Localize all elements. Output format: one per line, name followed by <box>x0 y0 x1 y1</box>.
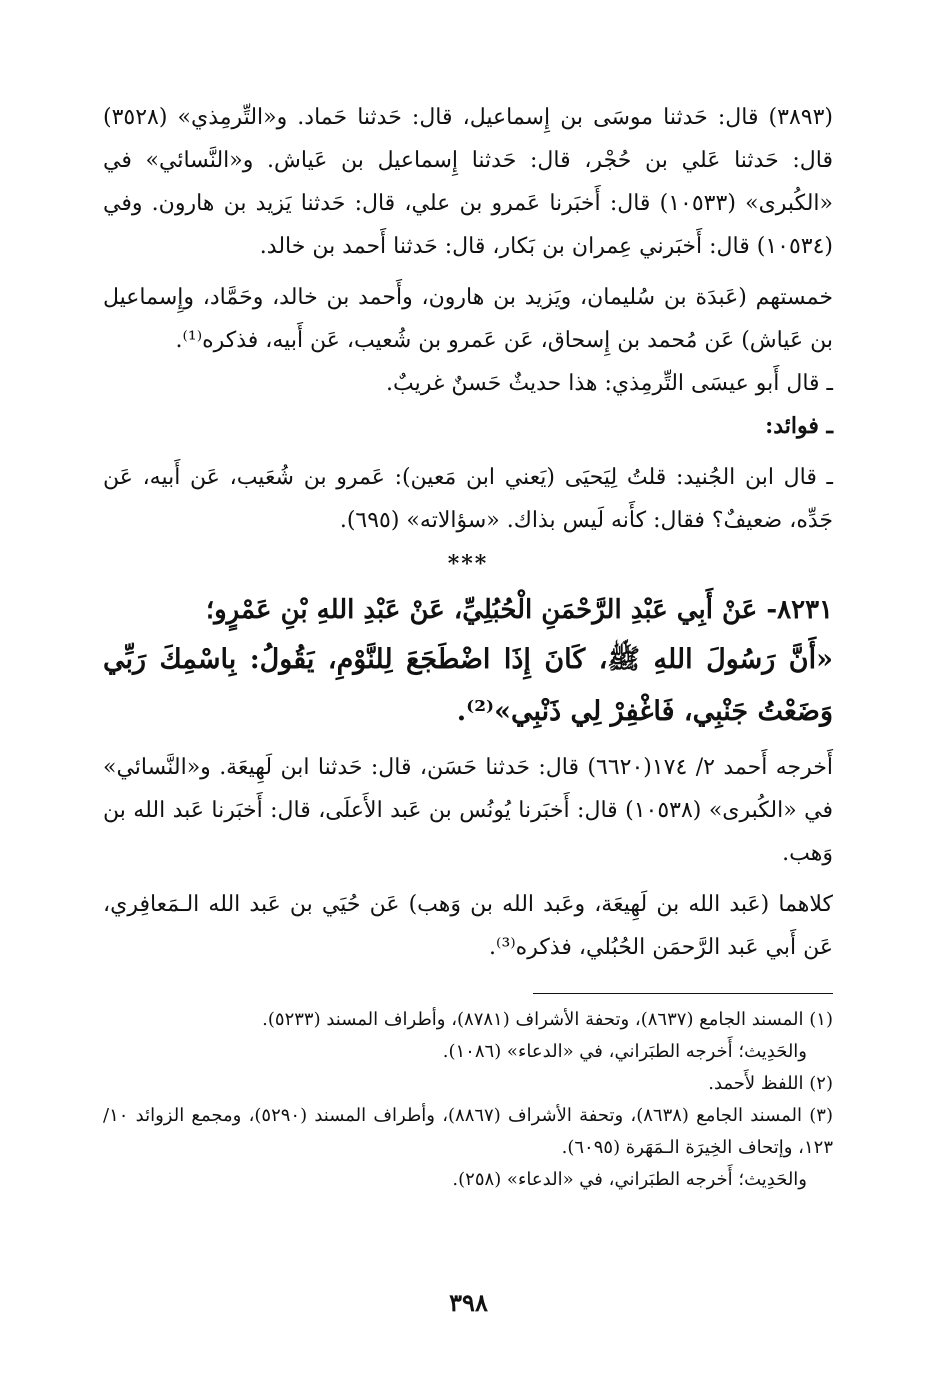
footnote-3-continuation: والحَدِيث؛ أَخرجه الطبَراني، في «الدعاء» (٢٥٨). <box>452 1169 807 1190</box>
paragraph-takhrij-1: أَخرجه أَحمد ٢/ ١٧٤(٦٦٢٠) قال: حَدثنا حَسَن، قال: حَدثنا ابن لَهِيعَة. و«النَّسائي» في «الكُبرى» (١٠٥٣٨) قال: أَخبَرنا يُونُس بن عَبد الأَعلَى، قال: أَخبَرنا عَبد الله بن وَهب. <box>103 755 833 866</box>
hadith-heading: ٨٢٣١- عَنْ أَبِي عَبْدِ الرَّحْمَنِ الْحُبُلِيِّ، عَنْ عَبْدِ اللهِ بْنِ عَمْرٍو؛ <box>205 595 833 625</box>
spacer <box>103 738 833 746</box>
paragraph-takhrij-2: كلاهما (عَبد الله بن لَهِيعَة، وعَبد الله بن وَهب) عَن حُيَي بن عَبد الله الـمَعافِري، عَن أَبي عَبد الرَّحمَن الحُبُلي، فذكره⁽³⁾. <box>103 892 833 960</box>
footnote-3: (٣) المسند الجامع (٨٦٣٨)، وتحفة الأشراف (٨٨٦٧)، وأطراف المسند (٥٢٩٠)، ومجمع الزوائد ١٠/ ١٢٣، وإتحاف الخِيرَة الـمَهَرة (٦٠٩٥). <box>103 1105 833 1158</box>
section-separator-stars: *** <box>447 551 489 577</box>
paragraph-fawaid: ـ قال ابن الجُنيد: قلتُ لِيَحيَى (يَعني ابن مَعين): عَمرو بن شُعَيب، عَن أَبيه، عَن جَدِّه، ضعيفٌ؟ فقال: كأَنه لَيس بذاك. «سؤالاته» (٦٩٥). <box>103 465 833 533</box>
paragraph-isnad-1: (٣٨٩٣) قال: حَدثنا موسَى بن إِسماعيل، قال: حَدثنا حَماد. و«التِّرمِذي» (٣٥٢٨) قال: حَدثنا عَلي بن حُجْر، قال: حَدثنا إِسماعيل بن عَياش. و«النَّسائي» في «الكُبرى» (١٠٥٣٣) قال: أَخبَرنا عَمرو بن علي، قال: حَدثنا يَزيد بن هارون. وفي (١٠٥٣٤) قال: أَخبَرني عِمران بن بَكار، قال: حَدثنا أَحمد بن خالد. <box>103 105 833 259</box>
hadith-text: «أَنَّ رَسُولَ اللهِ ﷺ، كَانَ إِذَا اضْطَجَعَ لِلنَّوْمِ، يَقُولُ: بِاسْمِكَ رَبِّي وَضَعْتُ جَنْبِي، فَاغْفِرْ لِي ذَنْبِي»⁽²⁾. <box>103 644 833 727</box>
paragraph-isnad-2: خمستهم (عَبدَة بن سُليمان، ويَزيد بن هارون، وأَحمد بن خالد، وحَمَّاد، وإِسماعيل بن عَياش) عَن مُحمد بن إِسحاق، عَن عَمرو بن شُعيب، عَن أَبيه، فذكره⁽¹⁾. <box>103 285 833 353</box>
page-number: ٣٩٨ <box>449 1288 488 1317</box>
fawaid-heading: ـ فوائد: <box>765 413 833 439</box>
footnote-1-continuation: والحَدِيث؛ أَخرجه الطبَراني، في «الدعاء» (١٠٨٦). <box>442 1041 807 1062</box>
paragraph-tirmidhi-comment: ـ قال أَبو عيسَى التِّرمِذي: هذا حديثٌ حَسنٌ غريبٌ. <box>386 371 833 396</box>
spacer <box>103 875 833 883</box>
spacer <box>103 268 833 276</box>
footnote-2: (٢) اللفظ لأَحمد. <box>708 1073 833 1094</box>
footnote-1: (١) المسند الجامع (٨٦٣٧)، وتحفة الأشراف (٨٧٨١)، وأطراف المسند (٥٢٣٣). <box>262 1009 833 1030</box>
footnote-divider <box>533 993 833 994</box>
spacer <box>103 448 833 456</box>
